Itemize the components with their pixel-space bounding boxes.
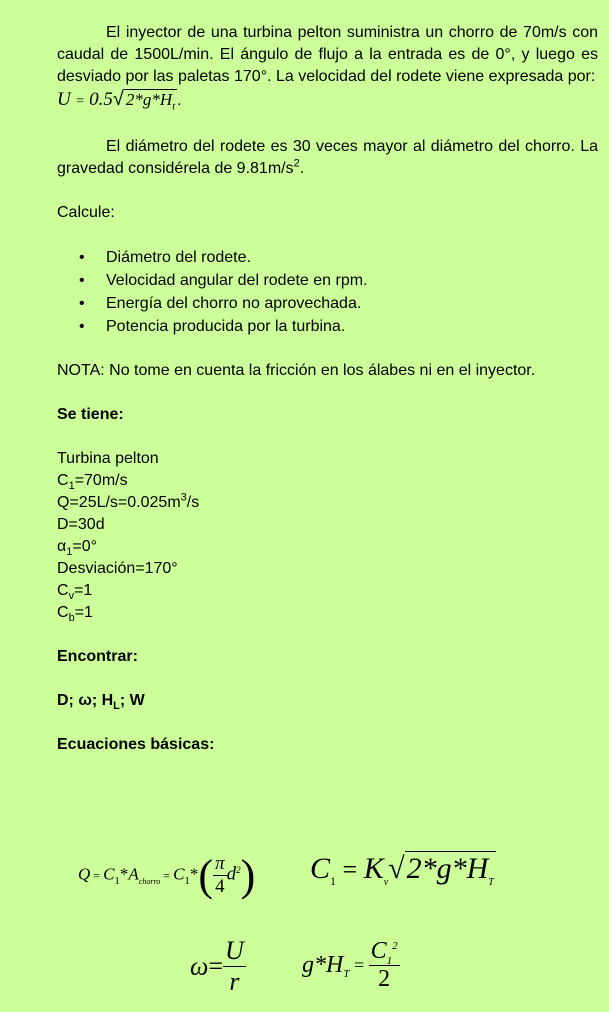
given-alpha: $\alpha_1=0^\circ$ [57, 538, 98, 559]
nota-paragraph: NOTA: No tome en cuenta la fricción en los álabes ni en el inyector. [57, 362, 536, 379]
given-cv: $C_v=1$ [57, 582, 93, 603]
given-d: D=30d [57, 516, 105, 533]
encontrar-heading: Encontrar: [57, 648, 138, 665]
list-item: • Energía del chorro no aprovechada. [79, 295, 362, 312]
formula-u: U = 0.5√ $2*g*H_t$ . [57, 88, 182, 113]
given-desviacion: Desviación=170° [57, 560, 178, 577]
equation-head: $g*H_T$ = $\frac{C_1^2}{2}$ [302, 938, 398, 992]
calcule-label: Calcule: [57, 204, 115, 221]
given-cb: $C_b=1$ [57, 604, 93, 625]
se-tiene-heading: Se tiene: [57, 406, 124, 423]
given-c1: $C_1=70m/s$ [57, 472, 128, 493]
list-item: • Diámetro del rodete. [79, 249, 251, 266]
unknowns-line: D; ω; $H_L$; W [57, 692, 145, 713]
list-item: • Velocidad angular del rodete en rpm. [79, 272, 368, 289]
given-turbina: Turbina pelton [57, 450, 159, 467]
document-body [57, 22, 598, 756]
given-q: $Q=25L/s=0.025m^3/s$ [57, 491, 200, 511]
task-list [57, 246, 598, 338]
list-item: • Potencia producida por la turbina. [79, 318, 346, 335]
equation-caudal: $Q = C_1*A_{chorro} = C_1*$( $\frac{\pi}{4}$ $d^2$) [78, 851, 256, 900]
intro-paragraph: El inyector de una turbina pelton suministra un chorro de 70m/s con caudal de 1500L/min. El ángulo de flujo a la entrada es de 0°, y luego es desviado por las paletas 170°. La velocidad del rodete viene expresada por: [57, 24, 598, 85]
ecuaciones-heading: Ecuaciones básicas: [57, 736, 215, 753]
diameter-paragraph: El diámetro del rodete es 30 veces mayor al diámetro del chorro. La gravedad considérela de $9.81m/s^2$. [57, 138, 598, 177]
equation-omega: ω= $\frac{U}{r}$ [190, 936, 244, 996]
equation-c1: $C_1 = K_v√2*g*H_T$ [310, 852, 494, 888]
